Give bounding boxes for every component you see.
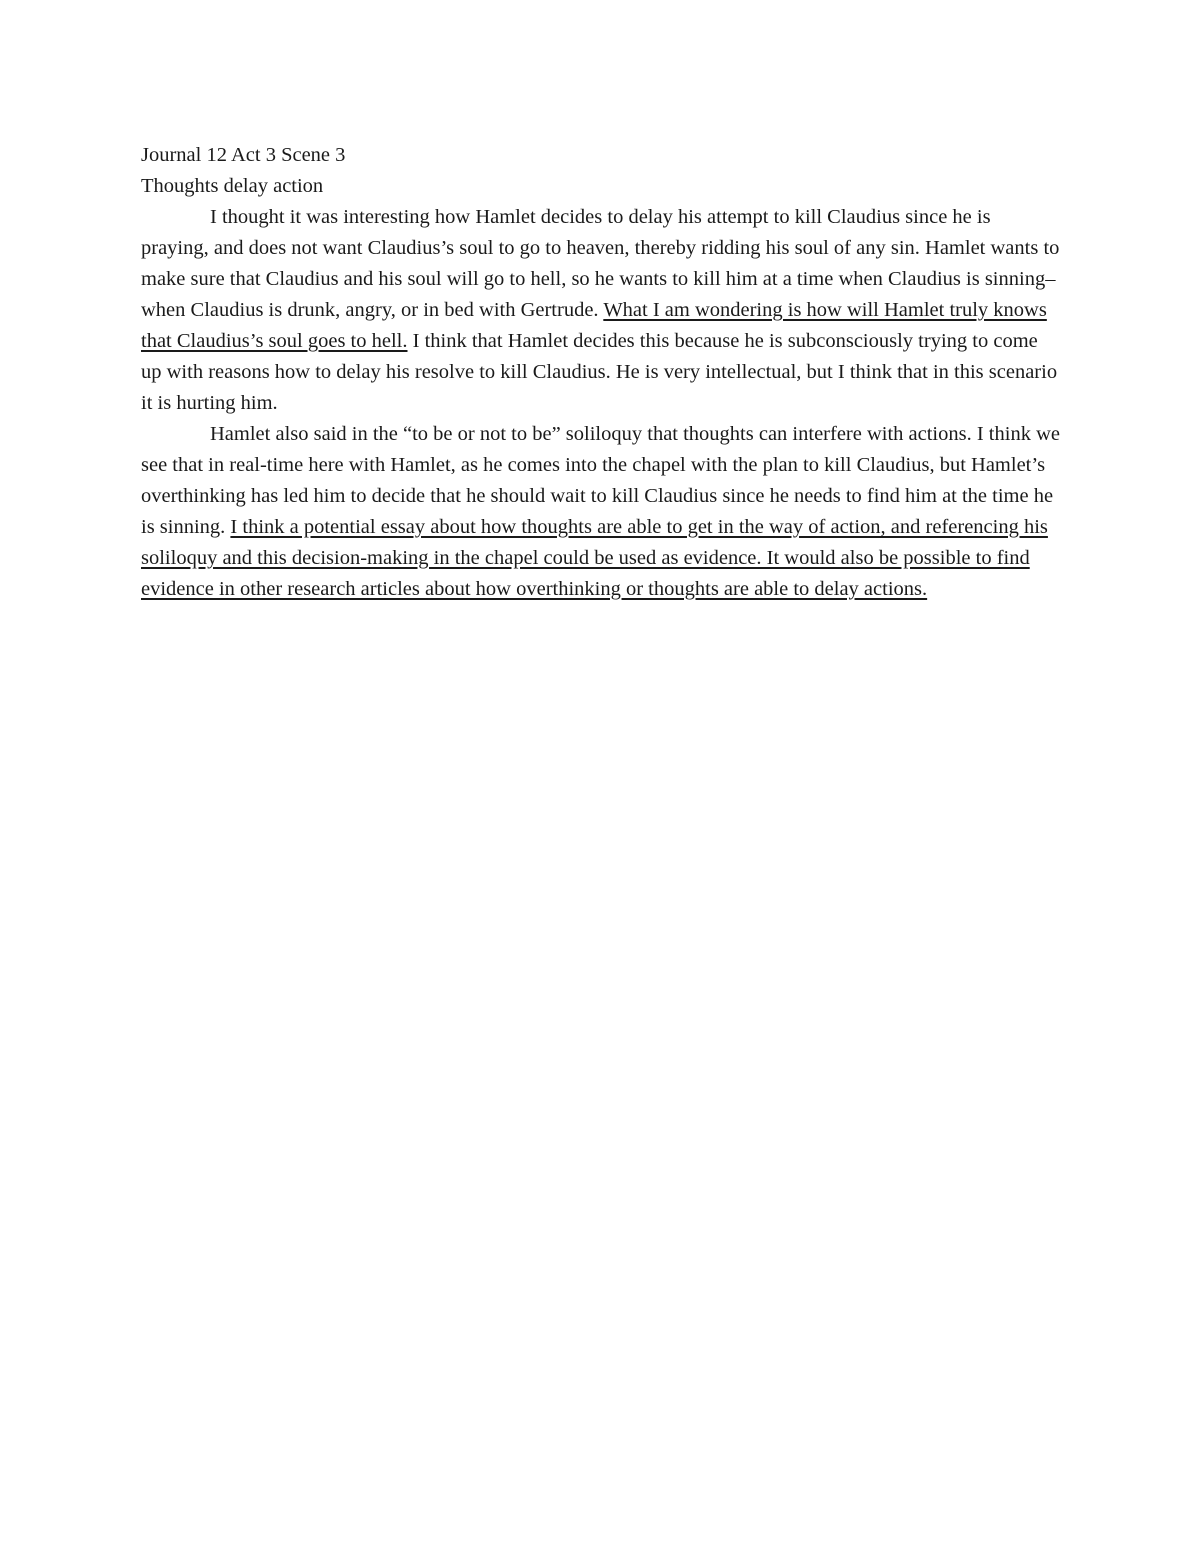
journal-subtitle: Thoughts delay action — [141, 175, 324, 197]
paragraph-1-text-before: I thought it was interesting how Hamlet decides to delay his attempt to kill Claudius since he is praying, and does not want Claudius’s soul to go to heaven, thereby ridding his soul of any sin. Hamlet wants to make sure that Claudius and his soul will go to hell, so he wants to kill him at a time when Claudius is sinning– when Claudius is drunk, angry, or in bed with Gertrude. — [141, 206, 1060, 321]
paragraph-2-text-before: Hamlet also said in the “to be or not to be” soliloquy that thoughts can interfere with actions. I think we see that in real-time here with Hamlet, as he comes into the chapel with the plan to kill Claudius, but Hamlet’s overthinking has led him to decide that he should wait to kill Claudius since he needs to find him at the time he is sinning. — [141, 423, 1060, 538]
paragraph-1-text-after: I think that Hamlet decides this because he is subconsciously trying to come up with reasons how to delay his resolve to kill Claudius. He is very intellectual, but I think that in this scenario it is hurting him. — [141, 330, 1058, 414]
document-body — [141, 140, 1061, 605]
journal-title: Journal 12 Act 3 Scene 3 — [141, 144, 346, 166]
paragraph-1-underlined-question: What I am wondering is how will Hamlet truly knows that Claudius’s soul goes to hell. — [141, 299, 1047, 352]
paragraph-2-underlined-essay-idea: I think a potential essay about how thoughts are able to get in the way of action, and referencing his soliloquy and this decision-making in the chapel could be used as evidence. It would also be possible to find evidence in other research articles about how overthinking or thoughts are able to delay actions. — [141, 516, 1048, 600]
paragraph-2 — [141, 419, 1061, 605]
paragraph-1 — [141, 202, 1061, 419]
